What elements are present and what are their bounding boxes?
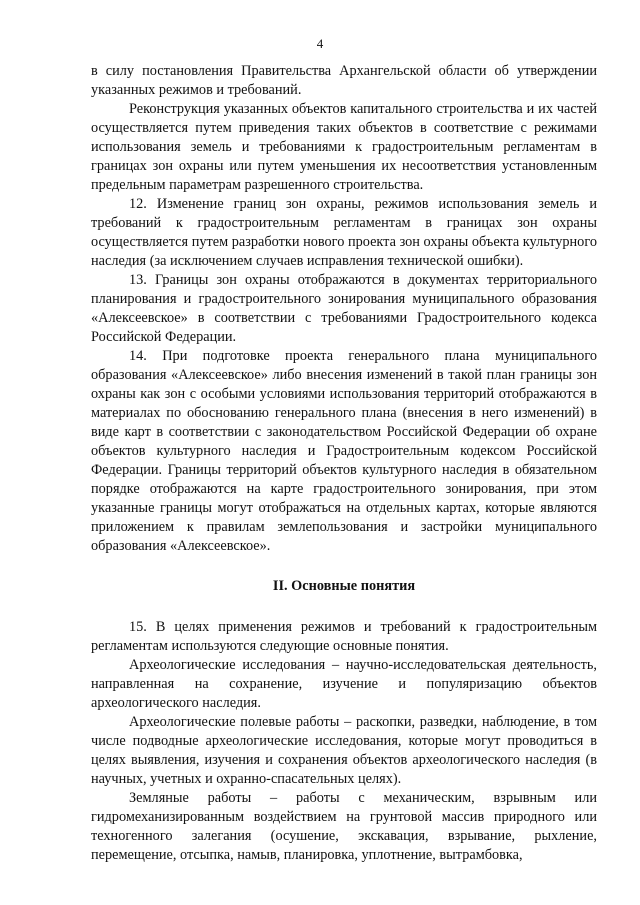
paragraph-reconstruction: Реконструкция указанных объектов капитального строительства и их частей осуществляется путем приведения таких объектов в соответствие с режимами использования земель и требованиями к градостроительным регламентам в границах зон охраны или путем уменьшения их несоответствия установленным предельным параметрам разрешенного строительства. bbox=[91, 101, 597, 193]
paragraph-definition-earthworks: Земляные работы – работы с механическим, взрывным или гидромеханизированным воздействием на грунтовой массив природного или техногенного залегания (осушение, экскавация, взрывание, рыхление, перемещение, отсыпка, намыв, планировка, уплотнение, вытрамбовка, bbox=[91, 790, 597, 863]
paragraph-definition-archaeological-research: Археологические исследования – научно-исследовательская деятельность, направленная на сохранение, изучение и популяризацию объектов археологического наследия. bbox=[91, 657, 597, 711]
paragraph-item-12: 12. Изменение границ зон охраны, режимов использования земель и требований к градостроительным регламентам в границах зон охраны осуществляется путем разработки нового проекта зон охраны объекта культурного наследия (за исключением случаев исправления технической ошибки). bbox=[91, 196, 597, 269]
page-number: 4 bbox=[316, 36, 324, 51]
section-heading: II. Основные понятия bbox=[272, 578, 416, 594]
document-body bbox=[91, 62, 597, 865]
paragraph-continuation: в силу постановления Правительства Архангельской области об утверждении указанных режимов и требований. bbox=[91, 63, 597, 98]
paragraph-item-14: 14. При подготовке проекта генерального плана муниципального образования «Алексеевское» либо внесения изменений в такой план границы зон охраны как зон с особыми условиями использования территорий отображаются в материалах по обоснованию генерального плана (внесения в него изменений) в виде карт в соответствии с законодательством Российской Федерации об охране объектов культурного наследия и Градостроительным кодексом Российской Федерации. Границы территорий объектов культурного наследия в обязательном порядке отображаются на карте градостроительного зонирования, при этом указанные границы могут отображаться на отдельных картах, которые являются приложением к правилам землепользования и застройки муниципального образования «Алексеевское». bbox=[91, 348, 597, 554]
paragraph-item-13: 13. Границы зон охраны отображаются в документах территориального планирования и градостроительного зонирования муниципального образования «Алексеевское» в соответствии с требованиями Градостроительного кодекса Российской Федерации. bbox=[91, 272, 597, 345]
paragraph-definition-field-works: Археологические полевые работы – раскопки, разведки, наблюдение, в том числе подводные археологические исследования, которые могут проводиться в целях выявления, изучения и сохранения объектов археологического наследия (в научных, учетных и охранно-спасательных целях). bbox=[91, 714, 597, 787]
paragraph-item-15: 15. В целях применения режимов и требований к градостроительным регламентам используются следующие основные понятия. bbox=[91, 619, 597, 654]
